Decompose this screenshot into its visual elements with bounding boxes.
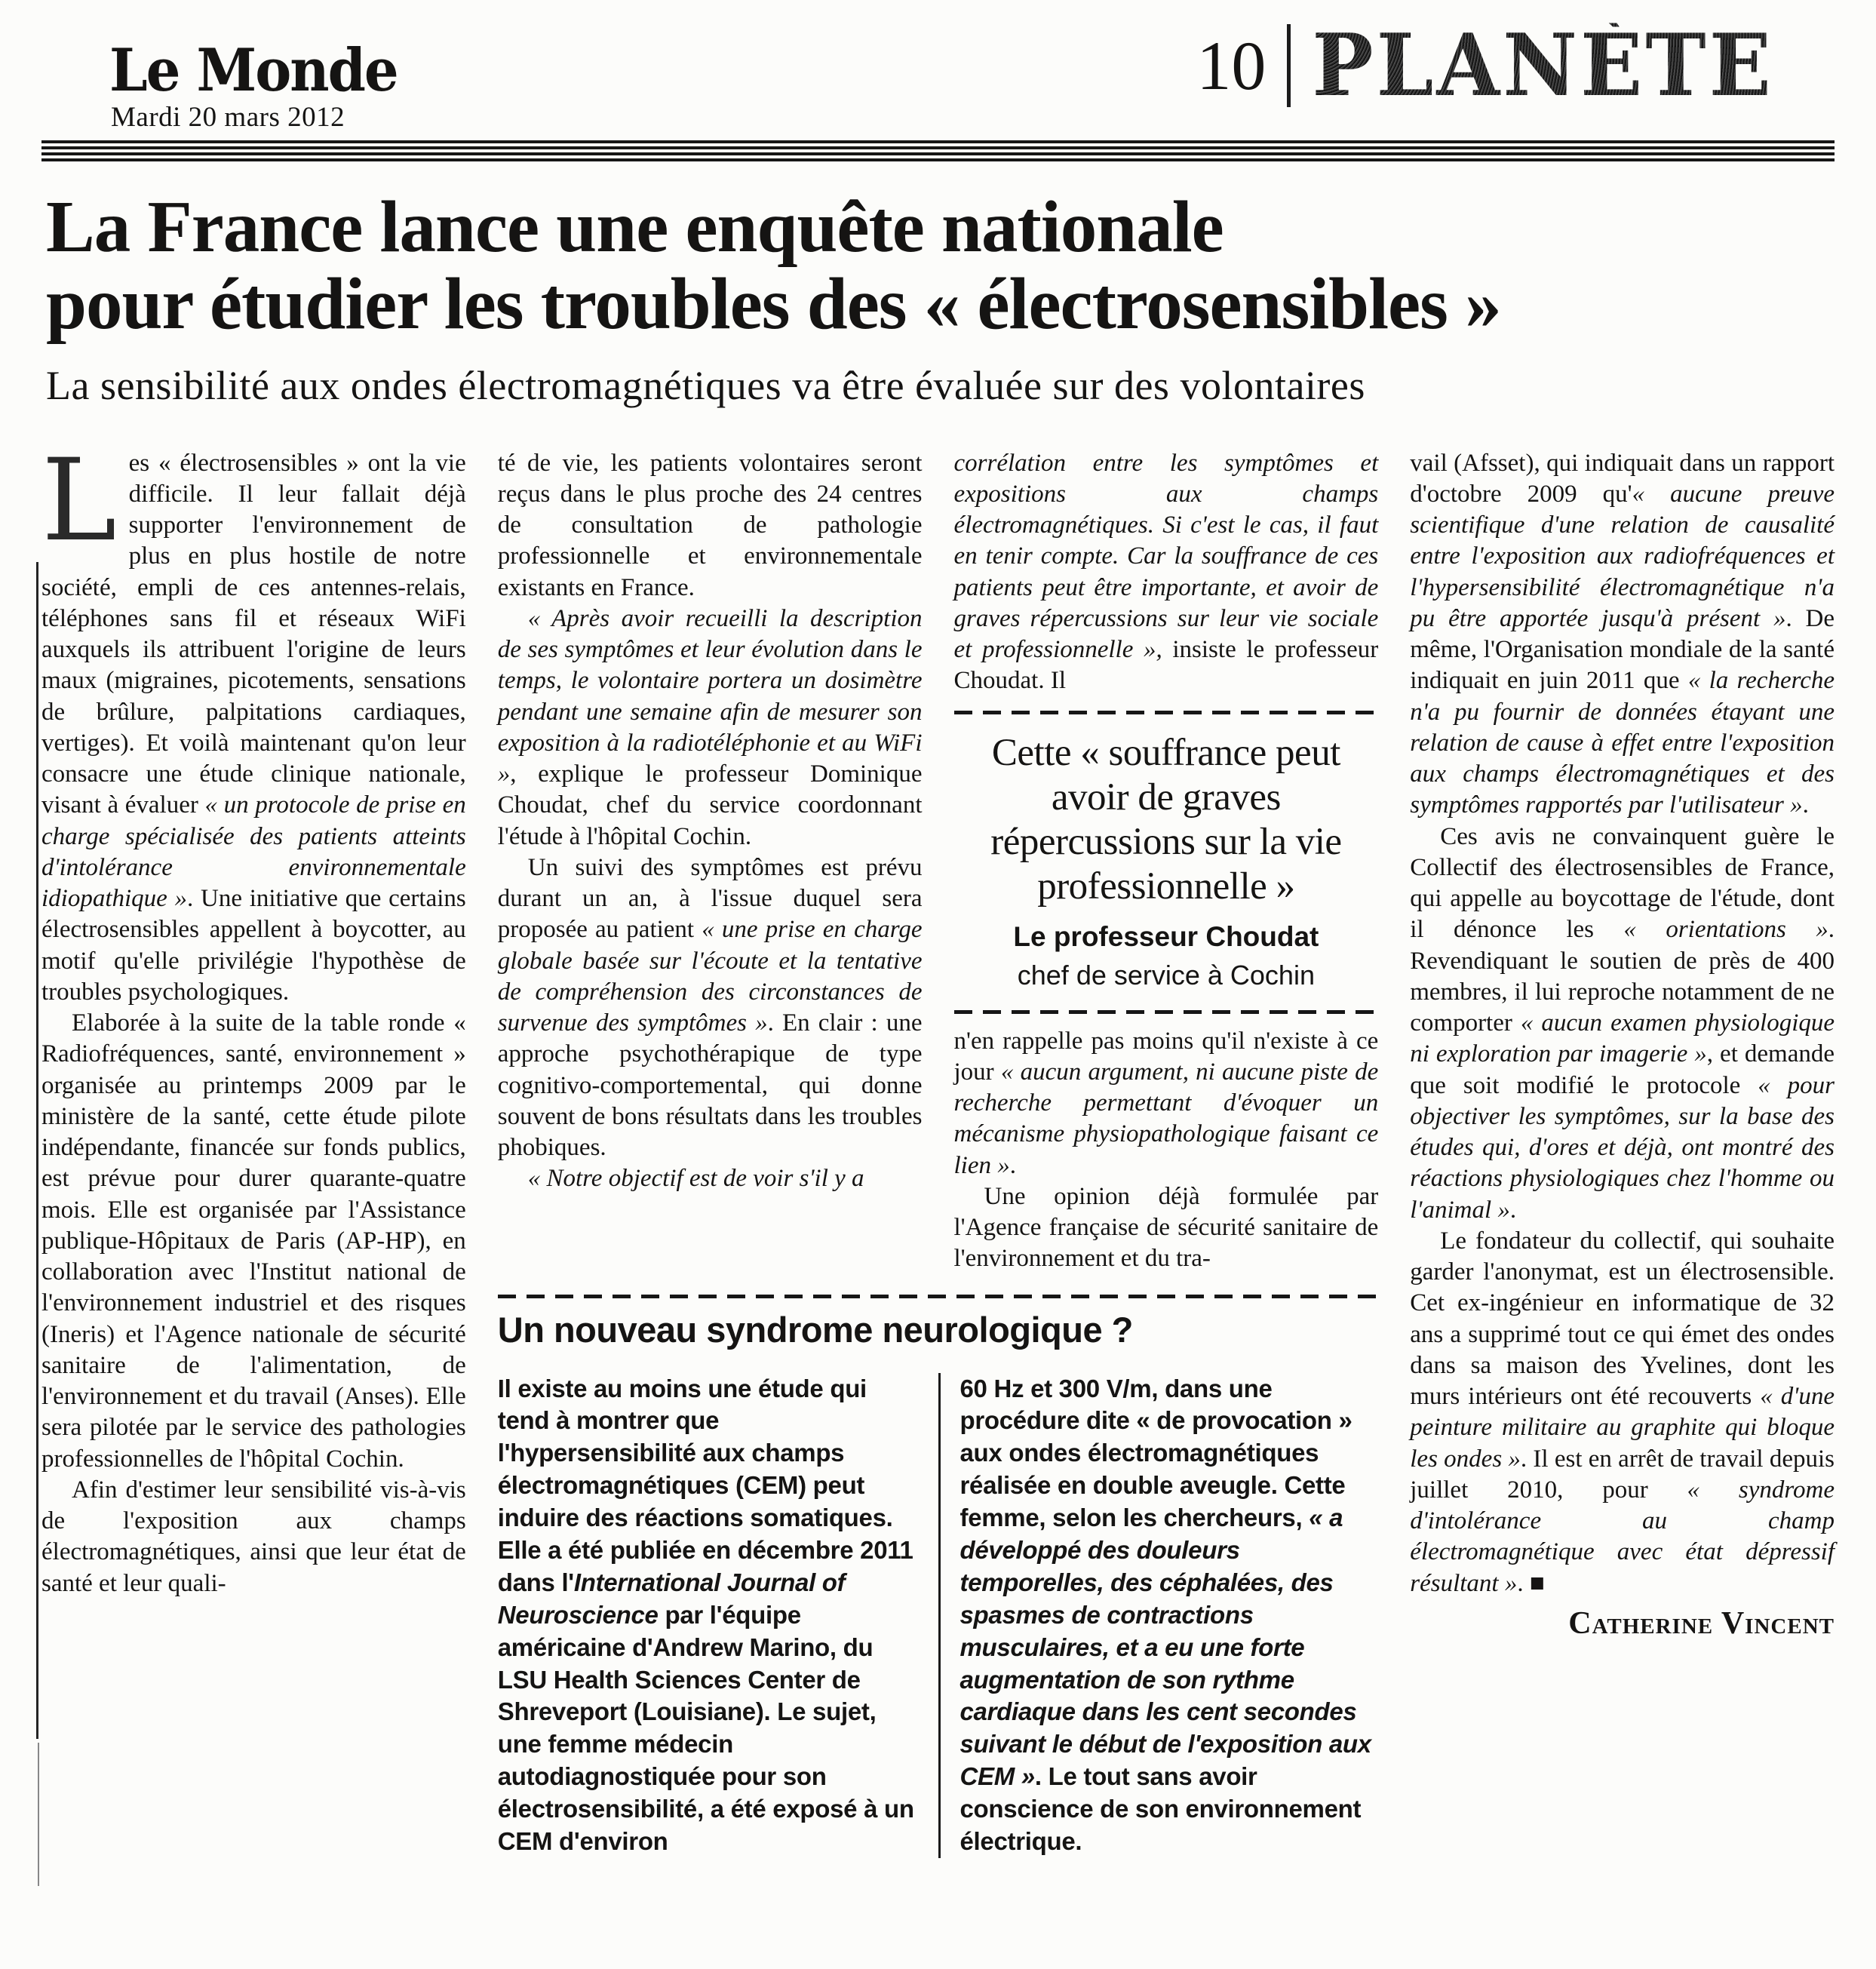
- section-divider-rule: [1287, 24, 1291, 107]
- paragraph: n'en rappelle pas moins qu'il n'existe à ce jour « aucun argument, ni aucune piste de recherche permettant d'évoquer un mécanisme physiopathologique faisant ce lien ».: [953, 1027, 1379, 1179]
- paragraph: Afin d'estimer leur sensibilité vis-à-vis de l'exposition aux champs électromagnétiques, ainsi que leur état de santé et leur quali-: [41, 1476, 466, 1597]
- sidebar-title: Un nouveau syndrome neurologique ?: [497, 1309, 1133, 1350]
- sidebar-top-rule: [498, 1295, 1379, 1298]
- body-column-4: [1410, 448, 1835, 1644]
- top-rule-band: [41, 140, 1835, 163]
- paragraph: « Après avoir recueilli la description de ses symptômes et leur évolution dans le temps, le volontaire portera un dosimètre pendant une semaine afin de mesurer son exposition à la radiotéléphonie et au WiFi », explique le professeur Dominique Choudat, chef du service coordonnant l'étude à l'hôpital Cochin.: [497, 604, 923, 850]
- sidebar-box: [498, 1295, 1379, 1858]
- paragraph: Une opinion déjà formulée par l'Agence française de sécurité sanitaire de l'environnement et du tra-: [953, 1182, 1379, 1273]
- page-header-right: [1196, 15, 1774, 116]
- pull-quote-text: Cette « souffrance peut avoir de graves répercussions sur la vie professionnelle »: [990, 731, 1342, 908]
- article-body: [41, 435, 1835, 1858]
- pull-quote-bottom-rule: [954, 1010, 1379, 1014]
- column-3-bottom-text: [954, 1026, 1379, 1275]
- pull-quote-attribution-role: chef de service à Cochin: [1017, 959, 1315, 991]
- paragraph: Il existe au moins une étude qui tend à montrer que l'hypersensibilité aux champs électromagnétiques (CEM) peut induire des réactions somatiques. Elle a été publiée en décembre 2011 dans l'International Journal of Neuroscience par l'équipe américaine d'Andrew Marino, du LSU Health Sciences Center de Shreveport (Louisiane). Le sujet, une femme médecin autodiagnostiquée pour son électrosensibilité, a été exposé à un CEM d'environ: [497, 1374, 914, 1856]
- paragraph: té de vie, les patients volontaires seront reçus dans le plus proche des 24 centres de consultation de pathologie professionnelle et environnementale existants en France.: [497, 449, 923, 601]
- headline-line-2: pour étudier les troubles des « électrosensibles »: [46, 263, 1501, 344]
- body-column-3: [954, 448, 1379, 1275]
- issue-date: Mardi 20 mars 2012: [111, 102, 345, 133]
- sidebar-columns: [498, 1373, 1379, 1858]
- paragraph: vail (Afsset), qui indiquait dans un rapport d'octobre 2009 qu'« aucune preuve scientifique d'une relation de causalité entre l'exposition aux radiofréquences et l'hypersensibilité électromagnétique n'a pu être apportée jusqu'à présent ». De même, l'Organisation mondiale de la santé indiquait en juin 2011 que « la recherche n'a pu fournir de données étayant une relation de cause à effet entre l'exposition aux champs électromagnétiques et des symptômes rapportés par l'utilisateur ».: [1410, 449, 1835, 819]
- headline-line-1: La France lance une enquête nationale: [46, 186, 1224, 267]
- newspaper-brand-logo: Le Monde: [109, 35, 398, 105]
- pull-quote: [954, 711, 1379, 1014]
- paragraph: « Notre objectif est de voir s'il y a: [527, 1165, 864, 1193]
- body-column-1: [41, 435, 466, 1599]
- column-3-top-text: [954, 448, 1379, 697]
- scan-fold-artifact: [36, 562, 38, 1739]
- sidebar-column-b: [938, 1373, 1379, 1858]
- paragraph: 60 Hz et 300 V/m, dans une procédure dite « de provocation » aux ondes électromagnétiques réalisée en double aveugle. Cette femme, selon les chercheurs, « a développé des douleurs temporelles, des céphalées, des spasmes de contractions musculaires, et a eu une forte augmentation de son rythme cardiaque dans les cent secondes suivant le début de l'exposition aux CEM ». Le tout sans avoir conscience de son environnement électrique.: [959, 1374, 1371, 1856]
- paragraph: Le fondateur du collectif, qui souhaite garder l'anonymat, est un électrosensible. Cet ex-ingénieur en informatique de 32 ans a supprimé tout ce qui émet des ondes dans sa maison des Yvelines, dont les murs intérieurs ont été recouverts « d'une peinture militaire au graphite qui bloque les ondes ». Il est en arrêt de travail depuis juillet 2010, pour « syndrome d'intolérance au champ électromagnétique avec état dépressif résultant ». ■: [1410, 1227, 1835, 1597]
- paragraph: Elaborée à la suite de la table ronde « Radiofréquences, santé, environnement » organisée au printemps 2009 par le ministère de la santé, cette étude pilote indépendante, financée sur fonds publics, est prévue pour durer quarante-quatre mois. Elle est organisée par l'Assistance publique-Hôpitaux de Paris (AP-HP), en collaboration avec l'Institut national de l'environnement industriel et des risques (Ineris) et l'Agence nationale de sécurité sanitaire de l'alimentation, de l'environnement et du travail (Anses). Elle sera pilotée par le service des pathologies professionnelles de l'hôpital Cochin.: [41, 1009, 466, 1473]
- paragraph: Ces avis ne convainquent guère le Collectif des électrosensibles de France, qui appelle au boycottage de l'étude, dont il dénonce les « orientations ». Revendiquant le soutien de près de 400 membres, il lui reproche notamment de ne comporter « aucun examen physiologique ni exploration par imagerie », et demande que soit modifié le protocole « pour objectiver les symptômes, sur la base des études qui, d'ores et déjà, ont montré des réactions physiologiques chez l'homme ou l'animal ».: [1410, 822, 1835, 1224]
- masthead: [41, 17, 1835, 137]
- body-column-2: [498, 448, 923, 1195]
- scan-fold-artifact-2: [38, 1743, 39, 1886]
- pull-quote-attribution-name: Le professeur Choudat: [1013, 921, 1319, 953]
- pull-quote-top-rule: [954, 711, 1379, 714]
- paragraph: Un suivi des symptômes est prévu durant un an, à l'issue duquel sera proposée au patient « une prise en charge globale basée sur l'écoute et la tentative de compréhension des circonstances de survenue des symptômes ». En clair : une approche psychothérapique de type cognitivo-comportemental, qui donne souvent de bons résultats dans les troubles phobiques.: [497, 853, 923, 1162]
- author-byline: Catherine Vincent: [1568, 1605, 1835, 1641]
- page-number: 10: [1196, 27, 1267, 104]
- column-4-text: [1410, 448, 1835, 1599]
- article-subhead: La sensibilité aux ondes électromagnétiques va être évaluée sur des volontaires: [46, 362, 1365, 408]
- paragraph: Les « électrosensibles » ont la vie difficile. Il leur fallait déjà supporter l'environnement de plus en plus hostile de notre société, empli de ces antennes-relais, téléphones sans fil et réseaux WiFi auxquels ils attribuent l'origine de leurs maux (migraines, picotements, sensations de brûlure, palpitations cardiaques, vertiges). Et voilà maintenant qu'on leur consacre une étude clinique nationale, visant à évaluer « un protocole de prise en charge spécialisée des patients atteints d'intolérance environnementale idiopathique ». Une initiative que certains électrosensibles appellent à boycotter, au motif qu'elle privilégie l'hypothèse de troubles psychologiques.: [41, 435, 466, 1006]
- article-headline: [46, 186, 1835, 344]
- paragraph: corrélation entre les symptômes et expositions aux champs électromagnétiques. Si c'est le cas, il faut en tenir compte. Car la souffrance de ces patients peut être importante, et avoir de graves répercussions sur leur vie sociale et professionnelle », insiste le professeur Choudat. Il: [953, 449, 1379, 695]
- sidebar-column-a: [498, 1373, 938, 1858]
- section-title: PLANÈTE: [1312, 15, 1774, 116]
